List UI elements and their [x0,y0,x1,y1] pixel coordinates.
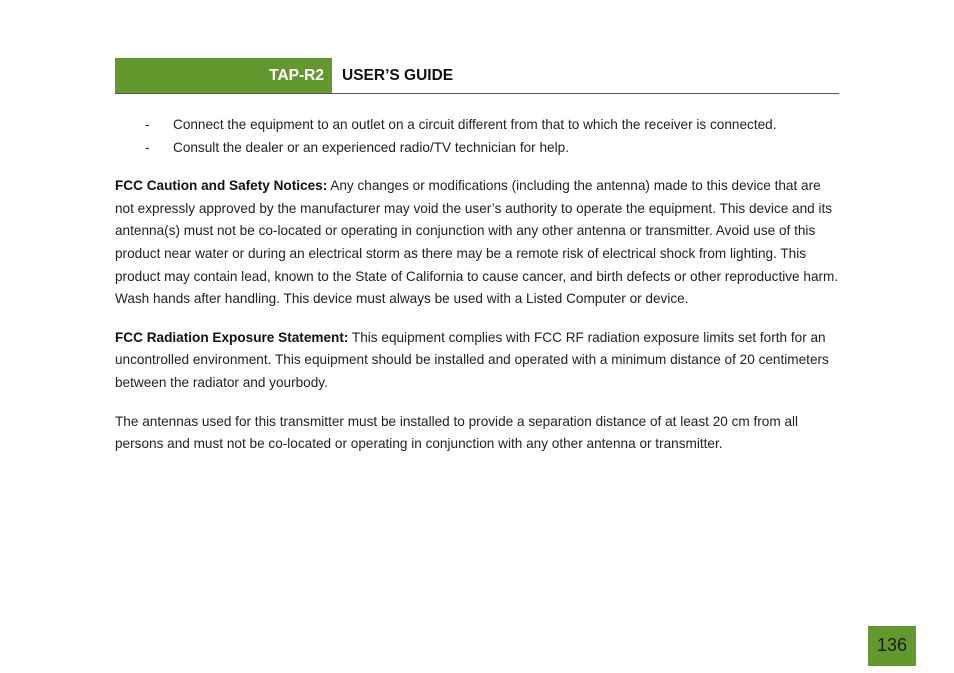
fcc-caution-heading: FCC Caution and Safety Notices: [115,178,328,194]
antenna-paragraph [115,411,840,456]
list-item [115,137,840,160]
page-number: 136 [868,626,916,666]
fcc-caution-paragraph [115,175,840,311]
list-dash: - [145,117,150,132]
list-item [115,114,840,137]
antenna-body: The antennas used for this transmitter must be installed to provide a separation distance of at least 20 cm from all persons and must not be co-located or operating in conjunction with any other antenna or transmitter. [115,413,799,452]
page-header [115,58,839,94]
model-label: TAP-R2 [115,58,332,93]
fcc-radiation-body: This equipment complies with FCC RF radiation exposure limits set forth for an uncontrolled environment. This equipment should be installed and operated with a minimum distance of 20 centimeters between the radiator and yourbody. [115,329,829,390]
precaution-list [115,114,840,159]
list-dash: - [145,139,150,155]
guide-title: USER’S GUIDE [342,67,454,84]
page-content [115,114,840,456]
list-item-text: Connect the equipment to an outlet on a circuit different from that to which the receiver is connected. [173,117,777,132]
fcc-radiation-paragraph [115,327,840,395]
fcc-caution-body: Any changes or modifications (including the antenna) made to this device that are not expressly approved by the manufacturer may void the user’s authority to operate the equipment. This device and its antenna(s) must not be co-located or operating in conjunction with any other antenna or transmitter. Avoid use of this product near water or during an electrical storm as there may be a remote risk of electrical shock from lighting. This product may contain lead, known to the State of California to cause cancer, and birth defects or other reproductive harm. Wash hands after handling. This device must always be used with a Listed Computer or device. [115,178,839,307]
fcc-radiation-heading: FCC Radiation Exposure Statement: [115,329,349,345]
list-item-text: Consult the dealer or an experienced radio/TV technician for help. [173,139,569,155]
